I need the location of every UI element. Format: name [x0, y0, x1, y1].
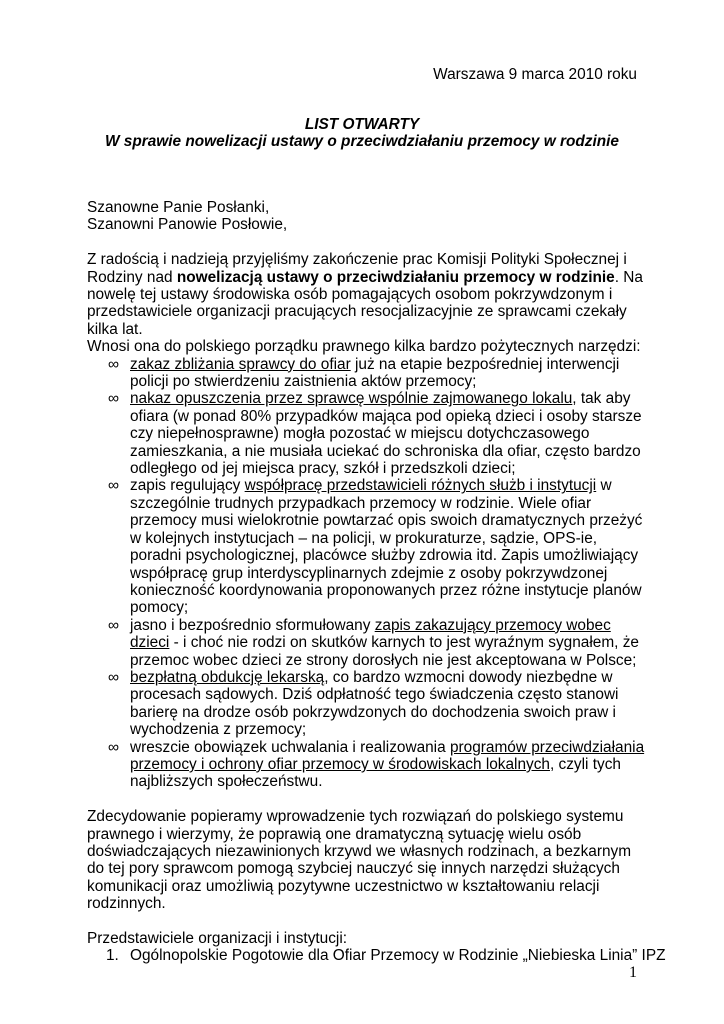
- tools-list: [87, 356, 647, 791]
- item-underlined: zapis zakazujący przemocy wobec dzieci: [130, 616, 611, 652]
- list-item: [87, 669, 647, 739]
- bullet-icon: ∞: [108, 355, 119, 373]
- bullet-icon: ∞: [108, 616, 119, 634]
- signatories-label: Przedstawiciele organizacji i instytucji:: [87, 930, 348, 948]
- item-text: w szczególnie trudnych przypadkach przemocy w rodzinie. Wiele ofiar przemocy musi wielokrotnie powtarzać opis swoich dramatycznych przeżyć w kolejnych instytucjach – na policji, w prokuraturze, sądzie, OPS-ie, poradni psychologicznej, placówce służby zdrowia itd. Zapis umożliwiający współpracę grup interdyscyplinarnych zdejmie z osoby pokrzywdzonej konieczność koordynowania proponowanych przez różne instytucje planów pomocy;: [130, 477, 643, 617]
- item-text: wreszcie obowiązek uchwalania i realizowania: [130, 738, 450, 756]
- item-underlined: programów przeciwdziałania przemocy i ochrony ofiar przemocy w środowiskach lokalnych: [130, 738, 645, 773]
- item-text: zapis regulujący: [130, 477, 245, 495]
- item-text: , co bardzo wzmocni dowody niezbędne w procesach sądowych. Dziś odpłatność tego świadczenia często stanowi barierę na drodze osób pokrzywdzonych do dochodzenia swoich praw i wychodzenia z przemocy;: [130, 668, 619, 739]
- item-underlined: nakaz opuszczenia przez sprawcę wspólnie zajmowanego lokalu: [130, 390, 573, 408]
- letter-heading: [0, 116, 724, 151]
- list-item: [87, 390, 647, 477]
- signatories-list: [87, 947, 666, 965]
- intro-text: . Na nowelę tej ustawy środowiska osób pomagających osobom pokrzywdzonym i przedstawiciele organizacji pracujących resocjalizacyjnie ze sprawcami czekały kilka lat.: [87, 268, 643, 338]
- closing-paragraph: Zdecydowanie popieramy wprowadzenie tych rozwiązań do polskiego systemu prawnego i wierzymy, że poprawią one dramatyczną sytuację wielu osób doświadczających niezawinionych krzywd we własnych rodzinach, a bezkarnym do tej pory sprawcom pomogą szybciej nauczyć się innych narzędzi służących komunikacji oraz umożliwią pozytywne uczestnictwo w kształtowaniu relacji rodzinnych.: [87, 808, 632, 913]
- item-number: 1.: [106, 947, 119, 965]
- salutation-line: Szanowne Panie Posłanki,: [87, 199, 270, 216]
- item-underlined: zakaz zbliżania sprawcy do ofiar: [130, 355, 351, 373]
- intro-bold: nowelizacją ustawy o przeciwdziałaniu przemocy w rodzinie: [176, 268, 615, 286]
- item-text: jasno i bezpośrednio sformułowany: [130, 616, 375, 634]
- intro-paragraph: [87, 251, 647, 338]
- page-number: 1: [629, 964, 637, 981]
- bullet-icon: ∞: [108, 477, 119, 495]
- letter-title: LIST OTWARTY: [304, 116, 420, 133]
- letter-body: [87, 199, 666, 965]
- list-item: [87, 356, 647, 391]
- item-underlined: współpracę przedstawicieli różnych służb i instytucji: [244, 477, 597, 495]
- list-item: [87, 739, 647, 791]
- item-text: , tak aby ofiara (w ponad 80% przypadków mająca pod opieką dzieci i osoby starsze czy niepełnosprawne) mogła pozostać w miejscu dotychczasowego zamieszkania, a nie musiała uciekać do schroniska dla ofiar, często bardzo odległego od jej miejsca pracy, szkół i przedszkoli dzieci;: [130, 390, 642, 478]
- list-item: [87, 477, 647, 616]
- item-text: , czyli tych najbliższych społeczeństwu.: [130, 755, 621, 791]
- item-text: - i choć nie rodzi on skutków karnych to jest wyraźnym sygnałem, że przemoc wobec dzieci ze strony dorosłych nie jest akceptowana w Polsce;: [130, 634, 639, 669]
- organization-name: Ogólnopolskie Pogotowie dla Ofiar Przemocy w Rodzinie „Niebieska Linia” IPZ: [130, 947, 666, 965]
- item-text: już na etapie bezpośredniej interwencji policji po stwierdzeniu zaistnienia aktów przemocy;: [130, 355, 620, 391]
- letter-subtitle: W sprawie nowelizacji ustawy o przeciwdziałaniu przemocy w rodzinie: [104, 133, 619, 151]
- letter-date: Warszawa 9 marca 2010 roku: [433, 66, 637, 83]
- bullet-icon: ∞: [108, 390, 119, 408]
- salutation-line: Szanowni Panowie Posłowie,: [87, 216, 288, 234]
- bullet-icon: ∞: [108, 668, 119, 686]
- bullet-icon: ∞: [108, 738, 119, 756]
- list-item: [87, 947, 666, 965]
- item-underlined: bezpłatną obdukcję lekarską: [130, 668, 325, 686]
- intro-text: Z radością i nadzieją przyjęliśmy zakończenie prac Komisji Polityki Społecznej i Rodziny nad: [87, 251, 627, 286]
- intro-lead-in: Wnosi ona do polskiego porządku prawnego kilka bardzo pożytecznych narzędzi:: [87, 338, 641, 356]
- list-item: [87, 617, 647, 669]
